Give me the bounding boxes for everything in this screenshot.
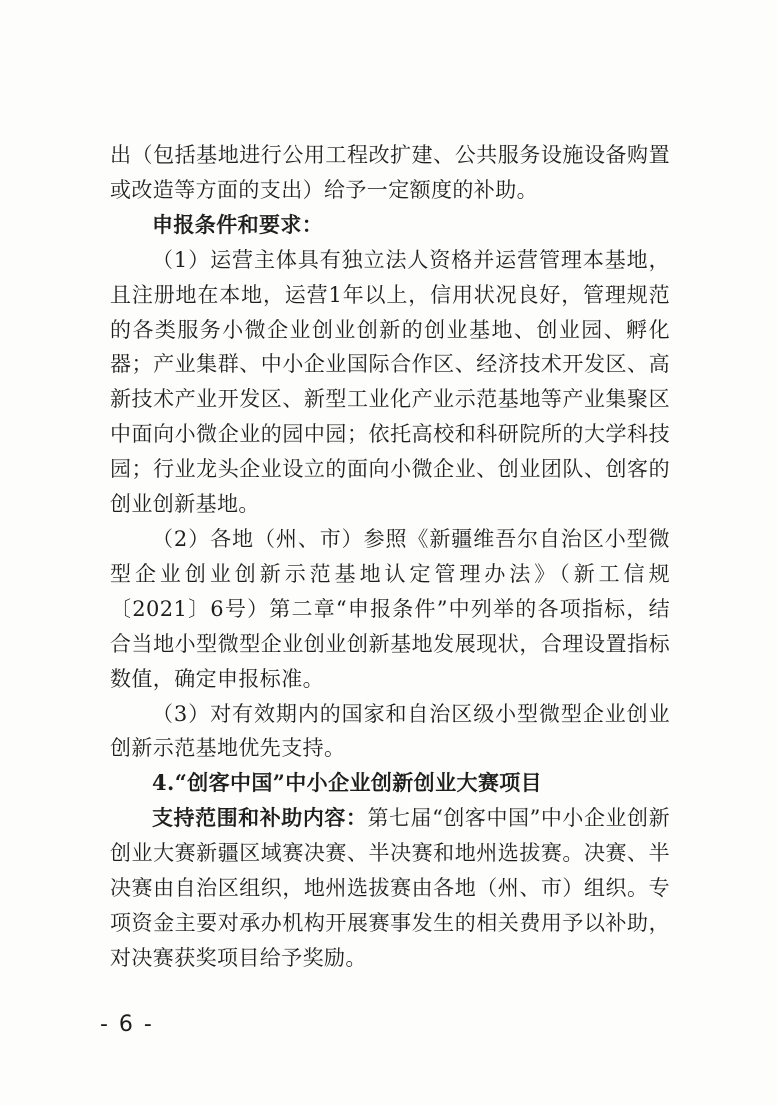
paragraph-subsidy-continuation: 出（包括基地进行公用工程改扩建、公共服务设施设备购置或改造等方面的支出）给予一定额度的补助。	[110, 143, 670, 202]
support-scope-label: 支持范围和补助内容：	[152, 805, 368, 831]
page-number: - 6 -	[100, 1012, 154, 1037]
heading-section-4: 4.“创客中国”中小企业创新创业大赛项目	[152, 770, 543, 796]
paragraph-condition-3: （3）对有效期内的国家和自治区级小型微型企业创业创新示范基地优先支持。	[110, 701, 670, 761]
paragraph-condition-1: （1）运营主体具有独立法人资格并运营管理本基地，且注册地在本地，运营1年以上，信用状况良好，管理规范的各类服务小微企业创业创新的创业基地、创业园、孵化器；产业集群、中小企业国际合作区、经济技术开发区、高新技术产业开发区、新型工业化产业示范基地等产业集聚区中面向小微企业的园中园；依托高校和科研院所的大学科技园；行业龙头企业设立的面向小微企业、创业团队、创客的创业创新基地。	[110, 247, 670, 517]
paragraph-condition-2: （2）各地（州、市）参照《新疆维吾尔自治区小型微型企业创业创新示范基地认定管理办法》（新工信规〔2021〕6号）第二章“申报条件”中列举的各项指标，结合当地小型微型企业创业创新基地发展现状，合理设置指标数值，确定申报标准。	[110, 526, 670, 691]
support-scope-text: 第七届“创客中国”中小企业创新创业大赛新疆区域赛决赛、半决赛和地州选拔赛。决赛、半决赛由自治区组织，地州选拔赛由各地（州、市）组织。专项资金主要对承办机构开展赛事发生的相关费用予以补助，对决赛获奖项目给予奖励。	[110, 806, 670, 970]
document-body	[110, 138, 670, 976]
paragraph-support-scope	[110, 801, 670, 976]
heading-conditions: 申报条件和要求：	[152, 211, 324, 237]
